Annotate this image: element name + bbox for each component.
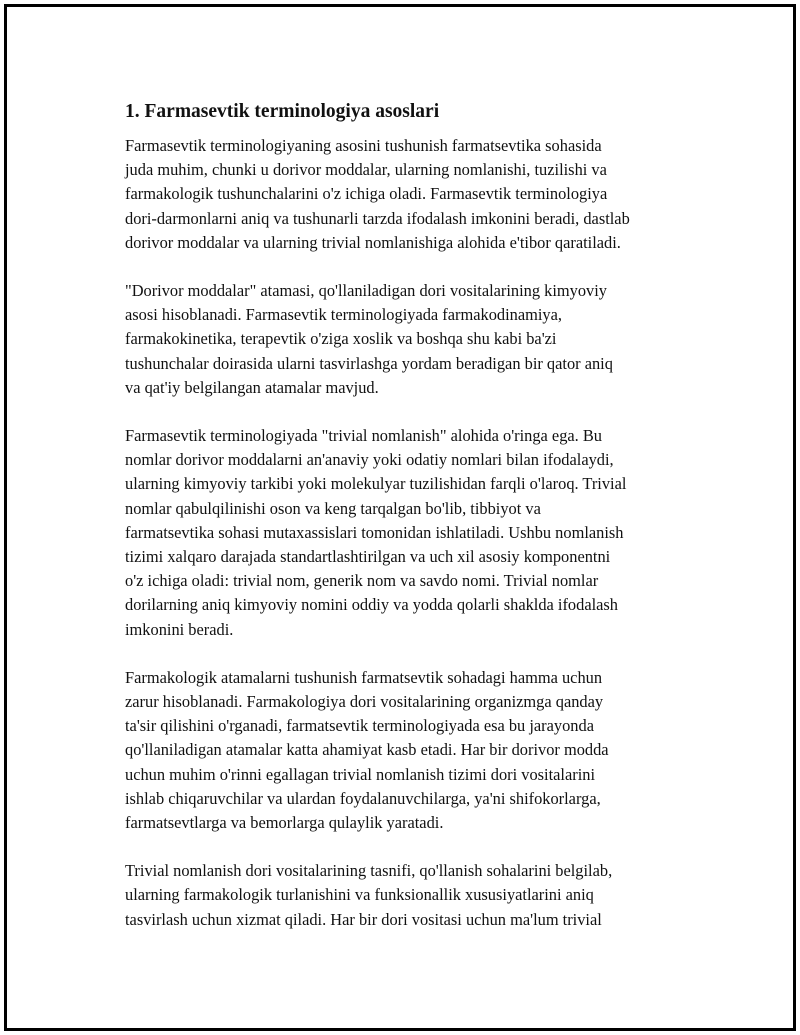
- paragraph: [125, 424, 689, 642]
- text-line: tushunchalar doirasida ularni tasvirlashga yordam beradigan bir qator aniq: [125, 353, 613, 373]
- text-line: Farmakologik atamalarni tushunish farmatsevtik sohadagi hamma uchun: [125, 667, 603, 687]
- document-body: [121, 98, 689, 956]
- page-frame: [4, 4, 796, 1031]
- text-line: ularning farmakologik turlanishini va funksionallik xususiyatlarini aniq: [125, 885, 594, 905]
- section-heading: 1. Farmasevtik terminologiya asoslari: [125, 101, 440, 122]
- text-line: tasvirlash uchun xizmat qiladi. Har bir dori vositasi uchun ma'lum trivial: [125, 909, 602, 929]
- text-line: ishlab chiqaruvchilar va ulardan foydalanuvchilarga, ya'ni shifokorlarga,: [125, 788, 601, 808]
- text-line: nomlar qabulqilinishi oson va keng tarqalgan bo'lib, tibbiyot va: [125, 498, 541, 518]
- paragraph: [125, 666, 689, 835]
- text-line: nomlar dorivor moddalarni an'anaviy yoki odatiy nomlari bilan ifodalaydi,: [125, 450, 614, 470]
- text-line: o'z ichiga oladi: trivial nom, generik nom va savdo nomi. Trivial nomlar: [125, 571, 599, 591]
- text-line: ularning kimyoviy tarkibi yoki molekulyar tuzilishidan farqli o'laroq. Trivial: [125, 474, 627, 494]
- text-line: va qat'iy belgilangan atamalar mavjud.: [125, 377, 379, 397]
- text-line: farmakologik tushunchalarini o'z ichiga oladi. Farmasevtik terminologiya: [125, 184, 608, 204]
- text-line: zarur hisoblanadi. Farmakologiya dori vositalarining organizmga qanday: [125, 692, 604, 712]
- text-line: asosi hisoblanadi. Farmasevtik terminologiyada farmakodinamiya,: [125, 305, 562, 325]
- text-line: Farmasevtik terminologiyada "trivial nomlanish" alohida o'ringa ega. Bu: [125, 426, 602, 446]
- paragraph: [125, 279, 689, 400]
- text-line: tizimi xalqaro darajada standartlashtirilgan va uch xil asosiy komponentni: [125, 547, 611, 567]
- paragraph: [125, 134, 689, 255]
- text-line: dori-darmonlarni aniq va tushunarli tarzda ifodalash imkonini beradi, dastlab: [125, 208, 630, 228]
- text-line: imkonini beradi.: [125, 619, 234, 639]
- paragraph-container: [121, 134, 689, 932]
- text-line: ta'sir qilishini o'rganadi, farmatsevtik terminologiyada esa bu jarayonda: [125, 716, 594, 736]
- text-line: qo'llaniladigan atamalar katta ahamiyat kasb etadi. Har bir dorivor modda: [125, 740, 609, 760]
- text-line: juda muhim, chunki u dorivor moddalar, ularning nomlanishi, tuzilishi va: [125, 160, 607, 180]
- paragraph: [125, 859, 689, 932]
- text-line: Farmasevtik terminologiyaning asosini tushunish farmatsevtika sohasida: [125, 136, 602, 155]
- text-line: farmakokinetika, terapevtik o'ziga xoslik va boshqa shu kabi ba'zi: [125, 329, 557, 349]
- text-line: dorilarning aniq kimyoviy nomini oddiy va yodda qolarli shaklda ifodalash: [125, 595, 618, 615]
- text-line: dorivor moddalar va ularning trivial nomlanishiga alohida e'tibor qaratiladi.: [125, 232, 621, 252]
- text-line: "Dorivor moddalar" atamasi, qo'llaniladigan dori vositalarining kimyoviy: [125, 281, 608, 301]
- text-line: uchun muhim o'rinni egallagan trivial nomlanish tizimi dori vositalarini: [125, 764, 595, 784]
- text-line: farmatsevtika sohasi mutaxassislari tomonidan ishlatiladi. Ushbu nomlanish: [125, 522, 624, 542]
- text-line: Trivial nomlanish dori vositalarining tasnifi, qo'llanish sohalarini belgilab,: [125, 861, 613, 881]
- text-line: farmatsevtlarga va bemorlarga qulaylik yaratadi.: [125, 813, 444, 833]
